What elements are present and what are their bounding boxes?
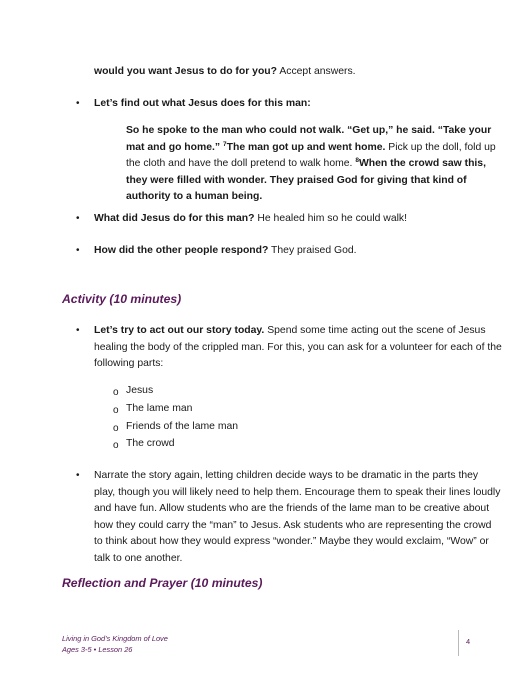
quote-line: So he spoke to the man who could not walk. “Get up,” he said. “Take your xyxy=(126,125,492,136)
bullet-symbol: • xyxy=(76,245,80,256)
question-continuation: would you want Jesus to do for you? Accept answers. xyxy=(94,66,356,77)
quote-line: they were filled with wonder. They praised God for giving that kind of xyxy=(126,174,467,186)
activity-bullet-act-out: Let’s try to act out our story today. Spend some time acting out the scene of Jesus healing the body of the crippled man. For this, you can ask for a volunteer for each of the following parts: xyxy=(94,325,502,369)
bullet-symbol: • xyxy=(76,98,80,109)
scripture-quote xyxy=(126,123,506,206)
activity-bullet-narrate: Narrate the story again, letting children decide ways to be dramatic in the parts they play, though you will likely need to help them. Encourage them to speak their lines loudly and have fun. Allow students who are the friends of the lame man to be creative about how they could carry the “man” to Jesus. Ask students who are representing the crowd to think about how they would express “wonder.” Maybe they would exclaim, “Wow” or talk to one another. xyxy=(94,470,501,564)
reflection-heading: Reflection and Prayer (10 minutes) xyxy=(62,576,263,590)
bullet-symbol: • xyxy=(76,213,80,224)
list-item: The lame man xyxy=(126,403,193,414)
question-jesus-did: What did Jesus do for this man? He healed him so he could walk! xyxy=(94,213,407,224)
footer-divider xyxy=(458,630,459,656)
list-item: Friends of the lame man xyxy=(126,421,239,432)
page-number: 4 xyxy=(466,637,471,646)
bullet-symbol: • xyxy=(76,470,80,481)
list-item: Jesus xyxy=(126,385,154,396)
footer-title: Living in God’s Kingdom of Love xyxy=(62,634,168,643)
bullet-symbol: • xyxy=(76,325,80,336)
verse-number: 7 xyxy=(223,140,227,148)
sub-bullet-symbol: o xyxy=(113,405,119,416)
quote-line: mat and go home.” $^7$The man got up and went home. Pick up the doll, fold up xyxy=(126,140,496,153)
question-people-respond: How did the other people respond? They praised God. xyxy=(94,245,357,256)
footer-subtitle: Ages 3-5 • Lesson 26 xyxy=(62,645,133,654)
sub-bullet-symbol: o xyxy=(113,440,119,451)
sub-bullet-symbol: o xyxy=(113,387,119,398)
footer-info xyxy=(62,633,168,655)
sub-bullet-symbol: o xyxy=(113,423,119,434)
activity-heading: Activity (10 minutes) xyxy=(62,292,182,306)
list-item: The crowd xyxy=(126,438,175,449)
quote-line: authority to a human being. xyxy=(126,191,263,202)
quote-line: the cloth and have the doll pretend to walk home. $^8$When the crowd saw this, xyxy=(126,157,486,169)
find-out-line: Let’s find out what Jesus does for this man: xyxy=(94,98,311,109)
verse-number: 8 xyxy=(355,157,359,164)
